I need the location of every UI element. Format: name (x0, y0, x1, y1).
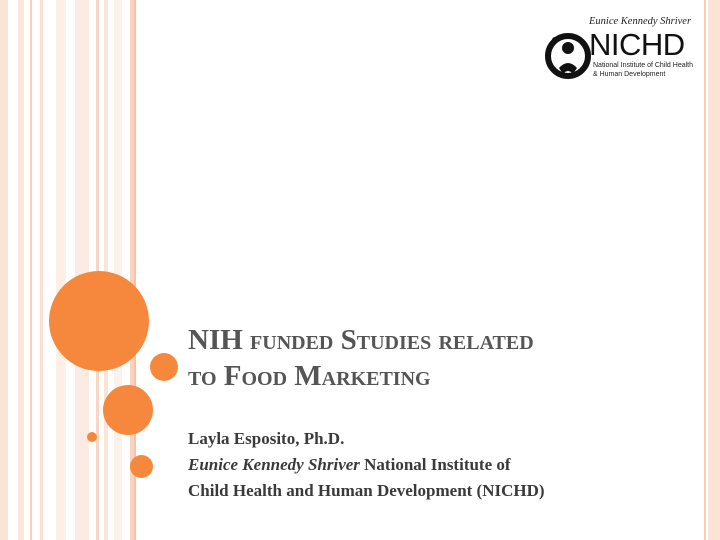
decorative-stripe (18, 0, 24, 540)
presenter-name: Layla Esposito, Ph.D. (188, 429, 345, 448)
decorative-stripe (0, 0, 8, 540)
affiliation-rest: National Institute of (359, 455, 511, 474)
presenter-affiliation (188, 452, 688, 478)
logo-name: NICHD (589, 27, 685, 62)
title-line: to Food Marketing (188, 360, 431, 392)
decorative-stripe (30, 0, 32, 540)
decorative-stripe (56, 0, 66, 540)
decorative-stripe (114, 0, 122, 540)
affiliation-italic: Eunice Kennedy Shriver (188, 455, 360, 474)
decorative-stripe (96, 0, 99, 540)
decorative-stripe-right (708, 0, 720, 540)
nichd-emblem-icon (545, 24, 591, 84)
decorative-circle (103, 385, 153, 435)
nichd-logo (545, 14, 701, 84)
decorative-stripe (75, 0, 89, 540)
logo-subtitle: & Human Development (593, 71, 666, 78)
decorative-circle (130, 455, 153, 478)
decorative-circle-large (49, 271, 149, 371)
decorative-circle (150, 353, 178, 381)
slide-title (188, 322, 688, 394)
decorative-circle-small (87, 432, 97, 442)
logo-subtitle: National Institute of Child Health (593, 62, 693, 69)
decorative-stripe-right (704, 0, 706, 540)
decorative-stripe (40, 0, 43, 540)
presenter-info (188, 426, 688, 504)
title-line: NIH funded Studies related (188, 324, 534, 356)
presenter-affiliation-line2: Child Health and Human Development (NICHD) (188, 481, 545, 500)
logo-tagline: Eunice Kennedy Shriver (589, 16, 692, 27)
decorative-stripe (104, 0, 108, 540)
